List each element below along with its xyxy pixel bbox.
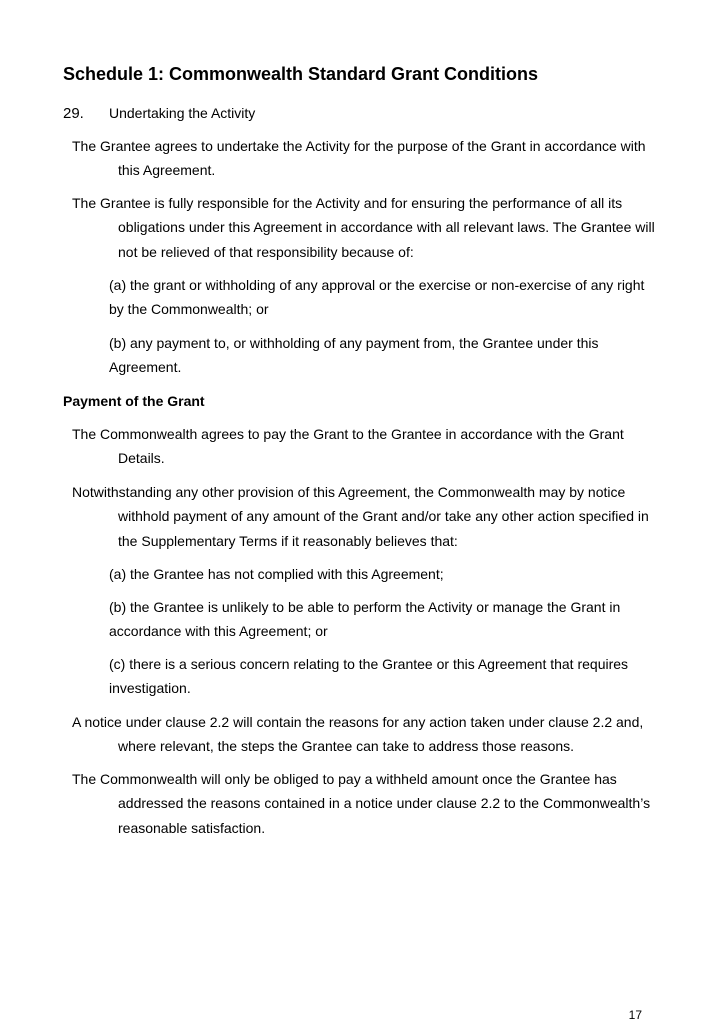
payment-paragraph-4: The Commonwealth will only be obliged to pay a withheld amount once the Grantee has addressed the reasons contained in a notice under clause 2.2 to the Commonwealth’s reasonable satisfaction. — [72, 771, 651, 836]
payment-item-b: (b) the Grantee is unlikely to be able to perform the Activity or manage the Grant in accordance with this Agreement; or — [109, 599, 621, 640]
clause-heading — [63, 104, 255, 123]
undertaking-paragraph-1: The Grantee agrees to undertake the Activity for the purpose of the Grant in accordance with this Agreement. — [72, 138, 646, 179]
payment-paragraph-1: The Commonwealth agrees to pay the Grant to the Grantee in accordance with the Grant Details. — [72, 426, 624, 467]
page-number: 17 — [628, 1008, 642, 1022]
payment-item-a: (a) the Grantee has not complied with this Agreement; — [109, 566, 444, 582]
clause-number: 29. — [63, 105, 84, 122]
clause-heading-text: Undertaking the Activity — [109, 105, 256, 121]
undertaking-item-b: (b) any payment to, or withholding of any payment from, the Grantee under this Agreement. — [109, 335, 599, 376]
page-title: Schedule 1: Commonwealth Standard Grant Conditions — [63, 64, 539, 84]
undertaking-item-a: (a) the grant or withholding of any approval or the exercise or non-exercise of any right by the Commonwealth; or — [109, 277, 645, 318]
payment-paragraph-2: Notwithstanding any other provision of this Agreement, the Commonwealth may by notice withhold payment of any amount of the Grant and/or take any other action specified in the Supplementary Terms if it reasonably believes that: — [72, 484, 649, 549]
payment-heading: Payment of the Grant — [63, 393, 205, 409]
payment-item-c: (c) there is a serious concern relating to the Grantee or this Agreement that requires investigation. — [109, 656, 629, 697]
payment-paragraph-3: A notice under clause 2.2 will contain the reasons for any action taken under clause 2.2 and, where relevant, the steps the Grantee can take to address those reasons. — [72, 714, 644, 755]
undertaking-paragraph-2: The Grantee is fully responsible for the Activity and for ensuring the performance of all its obligations under this Agreement in accordance with all relevant laws. The Grantee will not be relieved of that responsibility because of: — [72, 195, 655, 260]
